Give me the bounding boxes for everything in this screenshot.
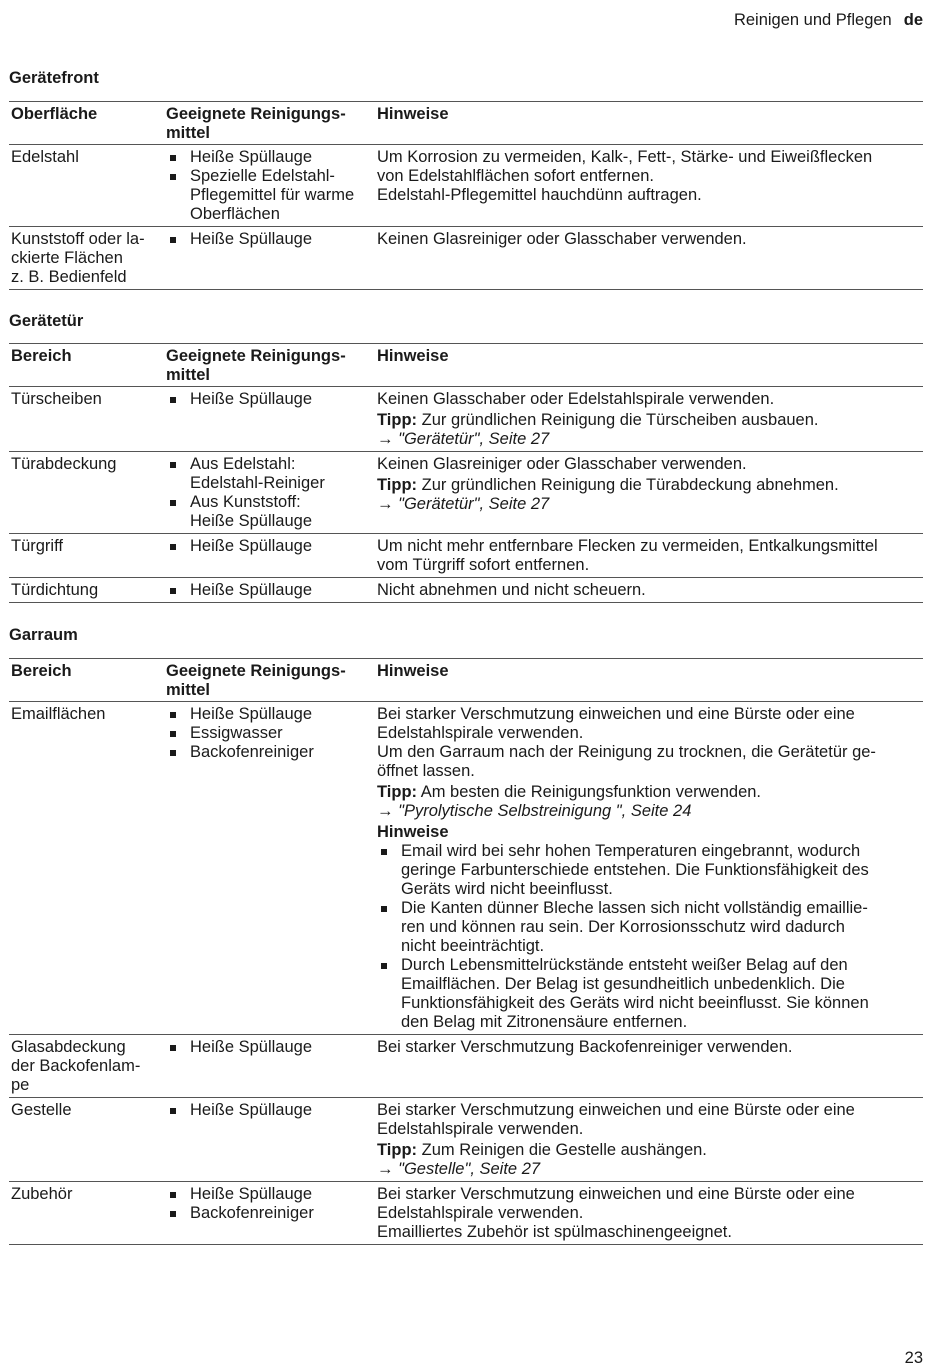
agent-label: Aus Edelstahl: Edelstahl-Reiniger: [190, 455, 325, 492]
note-text: Bei starker Verschmutzung Backofenreiniger verwenden.: [377, 1038, 793, 1056]
table-row: [9, 1035, 923, 1098]
table-row: [9, 145, 923, 227]
column-header: [375, 344, 923, 387]
agent-label: Spezielle Edelstahl- Pflegemittel für warme Oberflächen: [190, 167, 355, 223]
cross-reference-link[interactable]: → "Pyrolytische Selbstreinigung ", Seite 24: [377, 802, 692, 820]
list-item: [166, 390, 373, 409]
list-item: [377, 956, 921, 1032]
agents-list: [166, 390, 373, 409]
area-cell: [9, 387, 164, 452]
table-row: [9, 702, 923, 1035]
bullet-text: Durch Lebensmittelrückstände entsteht weißer Belag auf den Emailflächen. Der Belag ist gesundheitlich unbedenklich. Die Funktionsfähigkeit des Geräts wird nicht beeinflusst. Sie können den Belag mit Zitronensäure entfernen.: [401, 956, 869, 1031]
column-header: [375, 659, 923, 702]
area-cell: [9, 1098, 164, 1182]
area-cell: [9, 578, 164, 603]
area-cell: [9, 227, 164, 290]
agents-list: [166, 230, 373, 249]
tip-label: Tipp:: [377, 476, 418, 494]
area-label: Türdichtung: [11, 581, 99, 599]
area-cell: [9, 452, 164, 534]
list-item: [166, 537, 373, 556]
column-header-label: Geeignete Reinigungs- mittel: [166, 662, 346, 699]
agent-label: Heiße Spüllauge: [190, 705, 312, 723]
column-header-label: Oberfläche: [11, 105, 98, 123]
cleaning-table: [9, 101, 923, 290]
notes-cell: [375, 702, 923, 1035]
agent-label: Heiße Spüllauge: [190, 148, 312, 166]
note-text: Keinen Glasschaber oder Edelstahlspirale verwenden.: [377, 390, 775, 408]
table-row: [9, 452, 923, 534]
agents-cell: [164, 534, 375, 578]
tip: [377, 411, 921, 430]
agents-cell: [164, 227, 375, 290]
agents-cell: [164, 1182, 375, 1245]
area-label: Türabdeckung: [11, 455, 117, 473]
notes-cell: [375, 578, 923, 603]
cross-reference-link[interactable]: → "Gestelle", Seite 27: [377, 1160, 541, 1178]
area-label: Türscheiben: [11, 390, 102, 408]
tip: [377, 783, 921, 802]
table-row: [9, 1098, 923, 1182]
agents-cell: [164, 1035, 375, 1098]
list-item: [166, 581, 373, 600]
note-text: Um Korrosion zu vermeiden, Kalk-, Fett-, Stärke- und Eiweißflecken von Edelstahlflächen sofort entfernen. Edelstahl-Pflegemittel hauchdünn auftragen.: [377, 148, 873, 204]
note-text: Bei starker Verschmutzung einweichen und eine Bürste oder eine Edelstahlspirale verwenden.: [377, 1101, 855, 1138]
agents-list: [166, 1101, 373, 1120]
area-label: Türgriff: [11, 537, 63, 555]
column-header-label: Bereich: [11, 347, 72, 365]
agent-label: Aus Kunststoff: Heiße Spüllauge: [190, 493, 312, 530]
agent-label: Backofenreiniger: [190, 1204, 314, 1222]
column-header: [375, 102, 923, 145]
table-row: [9, 387, 923, 452]
tip: [377, 1141, 921, 1160]
notes-cell: [375, 452, 923, 534]
list-item: [166, 167, 373, 224]
list-item: [166, 1038, 373, 1057]
note-text: Bei starker Verschmutzung einweichen und eine Bürste oder eine Edelstahlspirale verwenden. Um den Garraum nach der Reinigung zu trocknen, die Gerätetür ge- öffnet lassen.: [377, 705, 876, 780]
list-item: [166, 493, 373, 531]
list-item: [166, 455, 373, 493]
notes-bullet-list: [377, 842, 921, 1032]
list-item: [166, 1101, 373, 1120]
note-text: Keinen Glasreiniger oder Glasschaber verwenden.: [377, 455, 747, 473]
column-header: [164, 344, 375, 387]
section-title: Gerätefront: [9, 69, 99, 87]
table-row: [9, 578, 923, 603]
section-title: Gerätetür: [9, 312, 84, 330]
table-header-row: [9, 659, 923, 702]
agents-list: [166, 455, 373, 531]
area-cell: [9, 145, 164, 227]
agents-list: [166, 148, 373, 224]
notes-cell: [375, 1098, 923, 1182]
column-header: [164, 102, 375, 145]
agent-label: Backofenreiniger: [190, 743, 314, 761]
agents-cell: [164, 387, 375, 452]
column-header: [9, 659, 164, 702]
area-cell: [9, 1035, 164, 1098]
tip-text: Am besten die Reinigungsfunktion verwenden.: [417, 783, 762, 801]
area-label: Gestelle: [11, 1101, 72, 1119]
agent-label: Heiße Spüllauge: [190, 1038, 312, 1056]
area-cell: [9, 534, 164, 578]
list-item: [166, 230, 373, 249]
agents-list: [166, 581, 373, 600]
cleaning-table: [9, 343, 923, 603]
column-header: [164, 659, 375, 702]
page-number: 23: [904, 1349, 923, 1367]
agents-cell: [164, 702, 375, 1035]
agent-label: Heiße Spüllauge: [190, 390, 312, 408]
tip: [377, 476, 921, 495]
agent-label: Heiße Spüllauge: [190, 1101, 312, 1119]
list-item: [166, 148, 373, 167]
list-item: [166, 1185, 373, 1204]
bullet-text: Email wird bei sehr hohen Temperaturen eingebrannt, wodurch geringe Farbunterschiede entstehen. Die Funktionsfähigkeit des Geräts wird nicht beeinflusst.: [401, 842, 869, 898]
agents-list: [166, 537, 373, 556]
tip-text: Zum Reinigen die Gestelle aushängen.: [417, 1141, 707, 1159]
column-header-label: Bereich: [11, 662, 72, 680]
agent-label: Heiße Spüllauge: [190, 581, 312, 599]
table-row: [9, 227, 923, 290]
agents-list: [166, 1185, 373, 1223]
notes-cell: [375, 145, 923, 227]
tip-label: Tipp:: [377, 783, 418, 801]
list-item: [377, 842, 921, 899]
notes-cell: [375, 534, 923, 578]
table-header-row: [9, 102, 923, 145]
page-header: [734, 11, 923, 30]
list-item: [166, 743, 373, 762]
table-header-row: [9, 344, 923, 387]
column-header: [9, 344, 164, 387]
column-header-label: Hinweise: [377, 347, 449, 365]
tip-label: Tipp:: [377, 1141, 418, 1159]
list-item: [166, 705, 373, 724]
note-text: Keinen Glasreiniger oder Glasschaber verwenden.: [377, 230, 747, 248]
notes-cell: [375, 387, 923, 452]
tip-text: Zur gründlichen Reinigung die Türscheiben ausbauen.: [417, 411, 819, 429]
area-label: Zubehör: [11, 1185, 73, 1203]
agent-label: Heiße Spüllauge: [190, 1185, 312, 1203]
agents-list: [166, 705, 373, 762]
column-header-label: Hinweise: [377, 105, 449, 123]
cross-reference-link[interactable]: → "Gerätetür", Seite 27: [377, 495, 550, 513]
area-label: Glasabdeckung der Backofenlam- pe: [11, 1038, 141, 1094]
column-header-label: Hinweise: [377, 662, 449, 680]
notes-cell: [375, 227, 923, 290]
chapter-title: Reinigen und Pflegen: [733, 11, 892, 29]
notes-cell: [375, 1035, 923, 1098]
area-label: Kunststoff oder la- ckierte Flächen z. B. Bedienfeld: [11, 230, 145, 286]
agents-list: [166, 1038, 373, 1057]
column-header-label: Geeignete Reinigungs- mittel: [166, 347, 346, 384]
list-item: [377, 899, 921, 956]
notes-subheading: Hinweise: [377, 823, 449, 841]
cleaning-table: [9, 658, 923, 1245]
area-label: Edelstahl: [11, 148, 79, 166]
note-text: Nicht abnehmen und nicht scheuern.: [377, 581, 646, 599]
notes-cell: [375, 1182, 923, 1245]
cross-reference-link[interactable]: → "Gerätetür", Seite 27: [377, 430, 550, 448]
section-title: Garraum: [9, 626, 78, 644]
agents-cell: [164, 452, 375, 534]
table-row: [9, 534, 923, 578]
list-item: [166, 1204, 373, 1223]
note-text: Um nicht mehr entfernbare Flecken zu vermeiden, Entkalkungsmittel vom Türgriff sofort entfernen.: [377, 537, 878, 574]
area-cell: [9, 702, 164, 1035]
bullet-text: Die Kanten dünner Bleche lassen sich nicht vollständig emaillie- ren und können rau sein. Der Korrosionsschutz wird dadurch nicht beeinträchtigt.: [401, 899, 868, 955]
table-row: [9, 1182, 923, 1245]
tip-text: Zur gründlichen Reinigung die Türabdeckung abnehmen.: [417, 476, 839, 494]
column-header: [9, 102, 164, 145]
agent-label: Heiße Spüllauge: [190, 537, 312, 555]
agent-label: Heiße Spüllauge: [190, 230, 312, 248]
area-label: Emailflächen: [11, 705, 106, 723]
column-header-label: Geeignete Reinigungs- mittel: [166, 105, 346, 142]
area-cell: [9, 1182, 164, 1245]
agents-cell: [164, 145, 375, 227]
list-item: [166, 724, 373, 743]
agents-cell: [164, 578, 375, 603]
note-text: Bei starker Verschmutzung einweichen und eine Bürste oder eine Edelstahlspirale verwenden. Emailliertes Zubehör ist spülmaschinengeeignet.: [377, 1185, 855, 1241]
tip-label: Tipp:: [377, 411, 418, 429]
agents-cell: [164, 1098, 375, 1182]
agent-label: Essigwasser: [190, 724, 283, 742]
language-code: de: [903, 11, 923, 29]
